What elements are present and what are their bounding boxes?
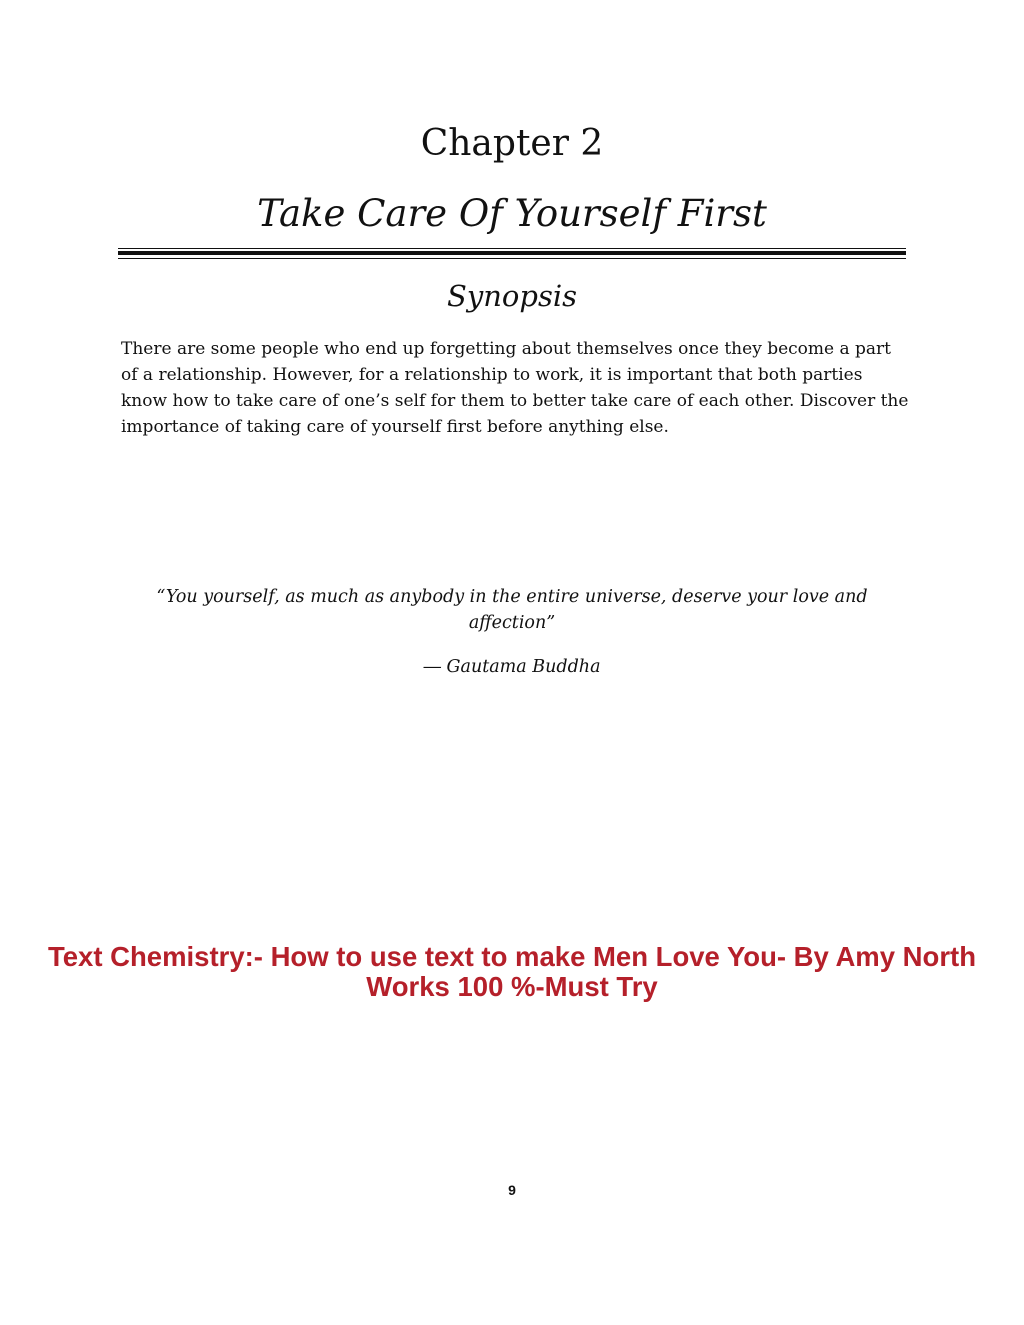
divider-line-bottom [118, 258, 906, 259]
synopsis-paragraph: There are some people who end up forgetting about themselves once they become a part of a relationship. However, for a relationship to work, it is important that both parties know how to take care of one’s self for them to better take care of each other. Discover the importance of taking care of yourself first before anything else. [121, 339, 909, 437]
title-divider [118, 248, 906, 261]
chapter-title: Take Care Of Yourself First [257, 192, 767, 235]
synopsis-heading: Synopsis [447, 279, 577, 313]
chapter-number: Chapter 2 [420, 123, 604, 164]
promo-link[interactable]: Text Chemistry:- How to use text to make Men Love You- By Amy North Works 100 %-Must Try [47, 941, 977, 1002]
divider-line-top [118, 248, 906, 249]
page-number: 9 [508, 1182, 516, 1198]
quote-text: “You yourself, as much as anybody in the entire universe, deserve your love and affection” [156, 587, 868, 633]
divider-line-middle [118, 251, 906, 255]
quote-attribution: ― Gautama Buddha [423, 657, 601, 677]
